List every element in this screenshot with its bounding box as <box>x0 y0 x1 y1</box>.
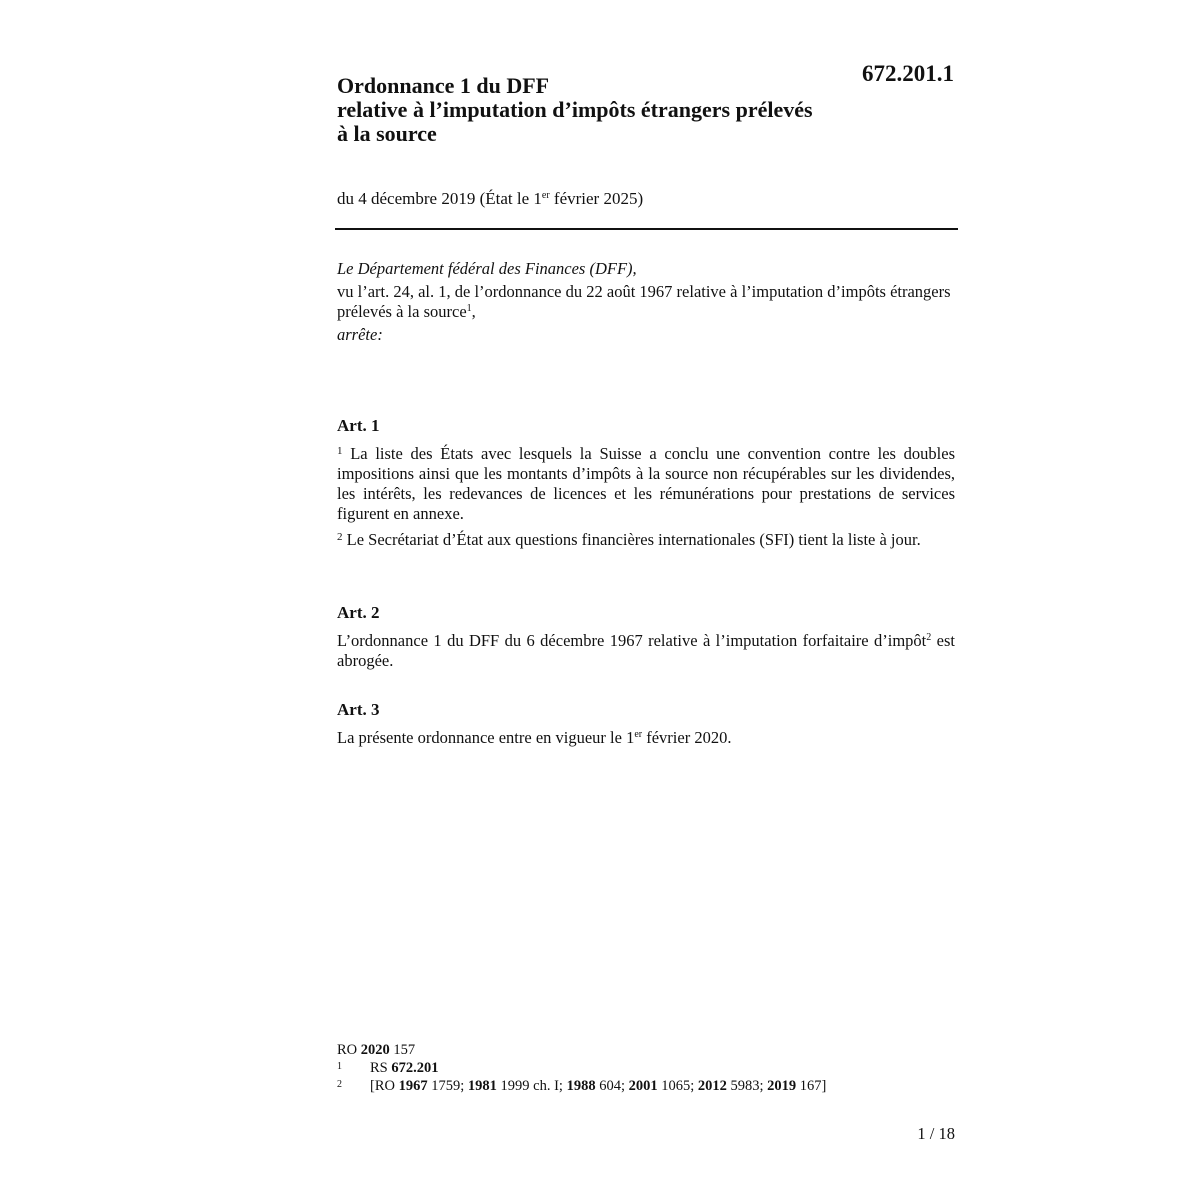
preamble <box>337 259 955 348</box>
document-date: du 4 décembre 2019 (État le 1er février 2025) <box>337 189 644 208</box>
title-line: relative à l’imputation d’impôts étrangers prélevés <box>337 97 813 122</box>
footnotes <box>337 1042 955 1096</box>
preamble-decrees: arrête: <box>337 325 383 344</box>
preamble-basis: vu l’art. 24, al. 1, de l’ordonnance du 22 août 1967 relative à l’imputation d’impôts étrangers prélevés à la source$^1$, <box>337 282 951 321</box>
article-1 <box>337 416 955 556</box>
article-paragraph: L’ordonnance 1 du DFF du 6 décembre 1967 relative à l’imputation forfaitaire d’impôt$^2$ est abrogée. <box>337 631 955 670</box>
footnote-2: 2 [RO 1967 1759; 1981 1999 ch. I; 1988 604; 2001 1065; 2012 5983; 2019 167] <box>337 1078 827 1094</box>
article-paragraph: $^2$ Le Secrétariat d’État aux questions financières internationales (SFI) tient la liste à jour. <box>337 530 921 549</box>
article-paragraph: La présente ordonnance entre en vigueur le 1er février 2020. <box>337 728 732 747</box>
footnote-link[interactable]: 2001 <box>628 1078 658 1094</box>
official-compilation-ref: RO 2020 157 <box>337 1042 416 1058</box>
article-3 <box>337 700 955 754</box>
article-paragraph: $^1$ La liste des États avec lesquels la Suisse a conclu une convention contre les doubles impositions ainsi que les montants d’impôts à la source non récupérables sur les dividendes, les intérêts, les redevances de licences et les rémunérations pour prestations de services figurent en annexe. <box>337 444 955 523</box>
article-2 <box>337 603 955 677</box>
footnote-link[interactable]: 2012 <box>697 1078 727 1094</box>
footnote-link[interactable]: 1967 <box>398 1078 428 1094</box>
footnote-ref-2[interactable]: 2 <box>926 632 932 643</box>
footnote-ref-1[interactable]: 1 <box>466 303 472 314</box>
sr-number: 672.201.1 <box>862 61 954 86</box>
footnote-link[interactable]: 672.201 <box>391 1060 439 1076</box>
title-line: à la source <box>337 121 437 146</box>
article-heading: Art. 1 <box>337 416 380 435</box>
footnote-link[interactable]: 1981 <box>467 1078 497 1094</box>
page-number: 1 / 18 <box>917 1124 955 1143</box>
article-heading: Art. 2 <box>337 603 380 622</box>
preamble-authority: Le Département fédéral des Finances (DFF), <box>337 259 637 278</box>
title-line: Ordonnance 1 du DFF <box>337 73 550 98</box>
article-heading: Art. 3 <box>337 700 380 719</box>
footnote-1: 1 RS 672.201 <box>337 1060 439 1076</box>
title-divider <box>335 228 958 230</box>
footnote-link[interactable]: 2019 <box>767 1078 797 1094</box>
document-title <box>337 74 897 146</box>
footnote-link[interactable]: 1988 <box>566 1078 596 1094</box>
